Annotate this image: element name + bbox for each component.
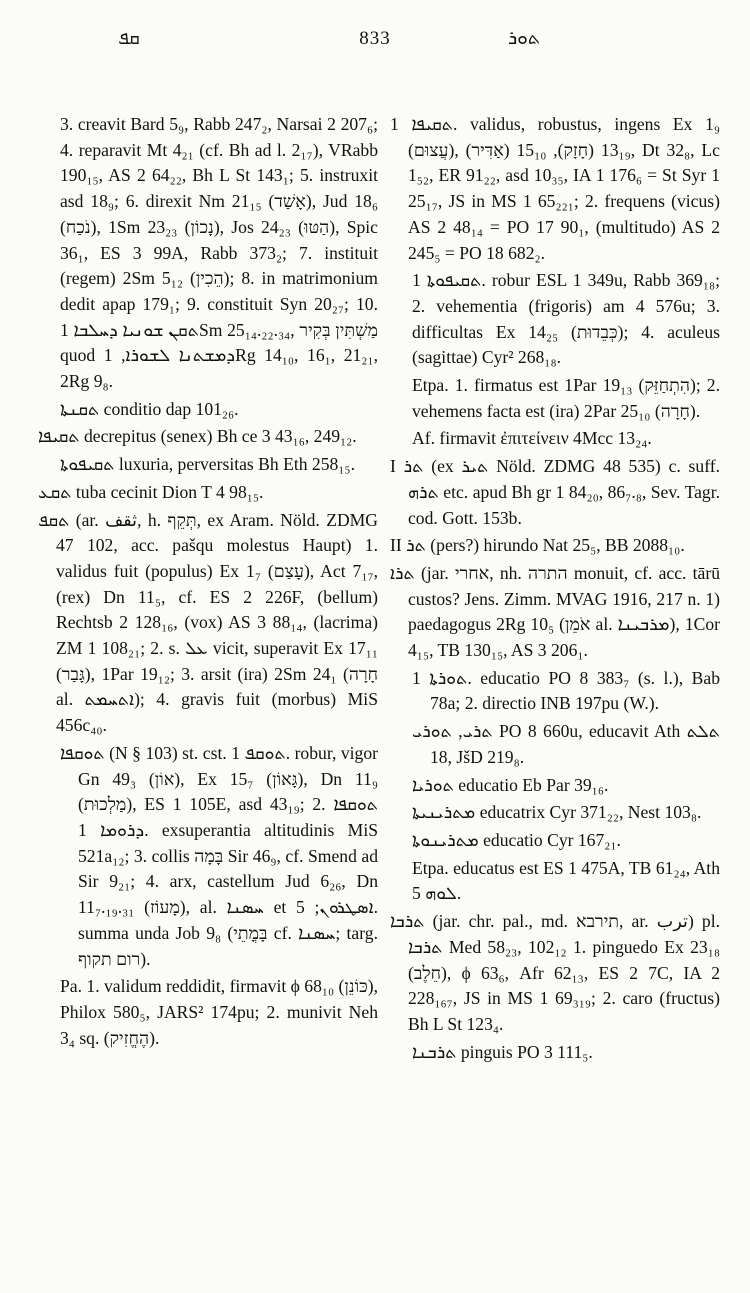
entry-subword: ܡܬܪܝܢܘܬܐ educatio Cyr 167₂₁.	[412, 829, 621, 850]
page-header	[0, 28, 750, 58]
entry-subword: ܬܘܪܬܐ 1. educatio PO 8 383₇ (s. l.), Bab 78a; 2. directio INB 197pu (W.).	[412, 667, 720, 714]
entry-stem: Pa. 1. validum reddidit, firmavit ϕ 68₁₀ (כּוֹנֵן), Philox 580₅, JARS² 174pu; 2. munivit Neh 3₄ sq. (הֶחֱזִיק).	[60, 976, 378, 1048]
entry-subword: ܬܩܝܦܘܬܐ 1. robur ESL 1 349u, Rabb 369₁₈; 2. vehementia (frigoris) am 4 576u; 3. difficultas Ex 14₂₅ (כְּבֵדוּת); 4. aculeus (sagittae) Cyr² 268₁₈.	[412, 270, 720, 368]
entry: ܬܩܝܦܐ decrepitus (senex) Bh ce 3 43₁₆, 249₁₂.	[38, 426, 357, 447]
entry-stem: Etpa. educatus est ES 1 475A, TB 61₂₄, Ath ܠܘܗ 5.	[412, 857, 720, 904]
entry-stem: Etpa. 1. firmatus est 1Par 19₁₃ (הִתְחַזֵּק); 2. vehemens facta est (ira) 2Par 25₁₀ (חָרָה).	[412, 375, 720, 421]
left-column	[38, 112, 378, 1053]
entry: ܬܩܦ (ar. ثقف, h. תְּקֵף, ex Aram. Nöld. ZDMG 47 102, acc. pašqu molestus Haupt) 1. validus fuit (populus) Ex 1₇ (עָצַם), Act 7₁₇, (rex) Dn 11₅, cf. ES 2 226F, (bellum) Rechtsb 2 128₁₆, (vox) AS 3 88₁₄, (lacrima) ZM 1 108₂₁; 2. s. ܥܠ vicit, superavit Ex 17₁₁ (גָּבַר), 1Par 19₁₂; 3. arsit (ira) 2Sm 24₁ (חָרָה al. ܐܬܚܡܬ); 4. gravis fuit (morbus) MiS 456c₄₀.	[38, 509, 379, 736]
header-left-headword: ܩܦ	[118, 28, 140, 49]
entry: ܬܪܒܐ (jar. chr. pal., md. תירבא, ar. ترب) pl. ܬܪܒܐ Med 58₂₃, 102₁₂ 1. pinguedo Ex 23₁₈ (חֵלֶב), ϕ 63₆, Afr 62₁₃, ES 2 7C, IA 2 228₁₆₇, JS in MS 1 69₃₁₉; 2. caro (fructus) Bh L St 123₄.	[390, 911, 720, 1034]
entry-stem: Af. firmavit ἐπιτείνειν 4Mcc 13₂₄.	[412, 428, 652, 449]
entry: ܬܪܐ (jar. אחרי, nh. התרה monuit, cf. acc. tārū custos? Jens. Zimm. MVAG 1916, 217 n. 1) paedagogus 2Rg 10₅ (אֹמֵן al. ܡܪܒܝܢܐ), 1Cor 4₁₅, TB 130₁₅, AS 3 206₁.	[390, 562, 721, 661]
entry-subword: ܬܩܝܦܐ 1. validus, robustus, ingens Ex 1₉ (עֲצוּם), 13₁₉ (חָזָק), 15₁₀ (אַדִּיר), Dt 32₈, Lc 1₅₂, ER 91₂₂, asd 10₃₅, IA 1 176₆ = St Syr 1 25₁₇, JS in MS 1 65₂₂₁; 2. frequens (vicus) AS 2 48₁₄ = PO 17 90₁, (multitudo) AS 2 245₅ = PO 18 682₂.	[390, 114, 720, 263]
entry: I ܬܪ (ex ܬܝܪ Nöld. ZDMG 48 535) c. suff. ܬܪܗ etc. apud Bh gr 1 84₂₀, 86₇.₈, Sev. Tagr. cod. Gott. 153b.	[390, 456, 721, 528]
entry-subword: ܬܩܢܬܐ conditio dap 101₂₆.	[60, 398, 239, 419]
right-column	[390, 112, 720, 1067]
page-number: 833	[359, 28, 391, 49]
entry: II ܬܪ (pers?) hirundo Nat 25₅, BB 2088₁₀.	[390, 535, 685, 556]
entry-subword: ܬܘܪܝܐ educatio Eb Par 39₁₆.	[412, 774, 609, 795]
entry-subword: ܬܪܒܢܐ pinguis PO 3 111₅.	[412, 1041, 593, 1062]
header-right-headword: ܬܘܪ	[508, 28, 540, 49]
entry-subword: ܡܬܪܝܢܝܬܐ educatrix Cyr 371₂₂, Nest 103₈.	[412, 802, 702, 823]
entry-subword: ܬܘܩܦܐ (N § 103) st. cst. ܬܘܩܦ 1. robur, vigor Gn 49₃ (אוֹן), Ex 15₇ (גָּאוֹן), Dn 11₉ (מַלְכוּת), ES 1 105E, asd 43₁₉; 2. ܬܘܩܦܐ ܕܪܘܡܐ 1. exsuperantia altitudinis MiS 521a₁₂; 3. collis בָּמָה Sir 46₉, cf. Smend ad Sir 9₂₁; 4. arx, castellum Jud 6₂₆, Dn 11₇.₁₉.₃₁ (מָעוֹז), al. ܚܣܢܐ et ܐܣܛܪܘܢ; 5. summa unda Job 9₈ (בָּמֳתֵי cf. ܚܣܢܐ; targ. רום תקוף).	[60, 742, 378, 969]
entry-subword: ܬܪܝ, ܬܘܪܝ PO 8 660u, educavit Ath ܬܠܬ 18, JšD 219₈.	[412, 721, 721, 767]
entry-continuation: 3. creavit Bard 5₉, Rabb 247₂, Narsai 2 207₆; 4. reparavit Mt 4₂₁ (cf. Bh ad l. 2₁₇), VRabb 190₁₅, AS 2 64₂₂, Bh L St 143₁; 5. instruxit asd 18₉; 6. direxit Nm 21₁₅ (אָשַׁד), Jud 18₆ (נֹכַח), 1Sm 23₂₃ (נָכוֹן), Jos 24₂₃ (הַטּוּ), Spic 36₁, ES 3 99A, Rabb 373₂; 7. instituit (regem) 2Sm 5₁₂ (הֵכִין); 8. in matrimonium dedit apap 179₁; 9. constituit Syn 20₂₇; 10. ܬܩܢ ܫܘܢܝܐ ܕܚܠܒܐ 1Sm 25₁₄.₂₂.₃₄, מַשְׁתִּין בְּקִיר quod ܕܡܫܬܢܐ ܠܫܘܪܐ, 1Rg 14₁₀, 16₁, 21₂₁, 2Rg 9₈.	[60, 114, 378, 392]
entry-subword: ܬܩܝܦܘܬܐ luxuria, perversitas Bh Eth 258₁₅.	[60, 454, 355, 475]
entry: ܬܩܥ tuba cecinit Dion T 4 98₁₅.	[38, 481, 264, 502]
